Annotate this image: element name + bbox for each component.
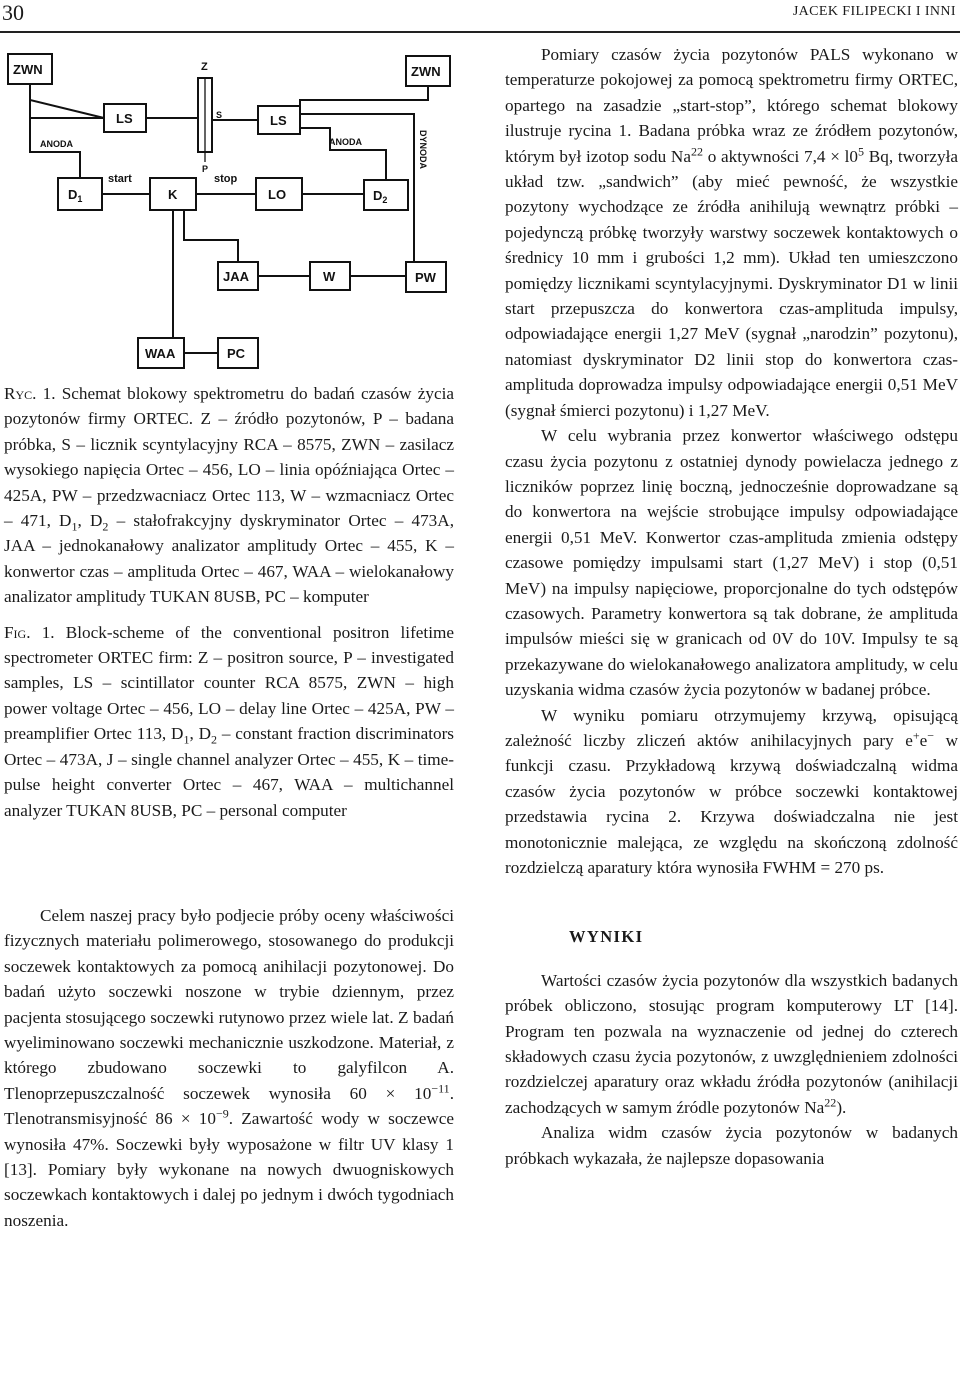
body-text: e [919, 730, 928, 750]
w-label: W [323, 269, 336, 284]
pw-label: PW [415, 270, 436, 285]
body-text: Pomiary czasów życia pozytonów PALS wykonano w temperaturze pokojowej za pomocą spektrometru firmy ORTEC, opartego na zasadzie „start-stop”, którego schemat blokowy ilustruje rycina 1. Badana próbka wraz ze źródłem pozytonów, którym był izotop sodu Na [505, 45, 958, 166]
p-label: P [202, 164, 209, 174]
body-sup: −11 [431, 1081, 450, 1096]
caption-pl-sub: 1 [71, 519, 78, 534]
body-sup: −9 [215, 1106, 229, 1121]
dynoda-label: DYNODA [418, 130, 428, 170]
caption-label-pl: Ryc. 1. [4, 384, 56, 403]
caption-en-text: , D [189, 724, 212, 744]
body-paragraph [505, 968, 958, 1120]
body-text: o aktywności 7,4 × l0 [703, 146, 859, 166]
page-number: 30 [2, 0, 24, 25]
anoda-right-label: ANODA [329, 137, 362, 147]
body-text: Wartości czasów życia pozytonów dla wszystkich badanych próbek obliczono, stosując program komputerowy LT [14]. Program ten pozwala na wyznaczenie od jednej do czterech składowych czasu życia pozytonów, z uwzględnieniem zdolności rozdzielczej aparatury oraz wkładu źródła pozytonów (anihilacji zachodzących w samym źródle pozytonów Na [505, 970, 958, 1117]
running-head: JACEK FILIPECKI I INNI [792, 4, 956, 19]
body-paragraph [4, 903, 454, 1233]
body-text: . Tlenotransmisyjność 86 × 10 [4, 1083, 454, 1129]
body-sup: + [912, 728, 920, 743]
d2-label: $D_2$ [373, 188, 388, 205]
left-column [4, 381, 454, 1233]
caption-pl-text: – stałofrakcyjny dyskryminator Ortec – 473A, JAA – jednokanałowy analizator amplitudy Ortec – 455, K – konwertor czas – amplituda Ortec – 467, WAA – wielokanałowy analizator amplitudy TUKAN 8USB, PC – komputer [4, 511, 454, 607]
body-text: w funkcji czasu. Przykładową krzywą doświadczalną widma czasów życia pozytonów w próbce soczewki kontaktowej przedstawia rycina 2. Krzywa doświadczalna nie jest monotonicznie malejąca, ze względu na skończoną zdolność rozdzielczą aparatury która wynosiła FWHM = 270 ps. [505, 730, 958, 877]
zwn-left-label: ZWN [13, 62, 43, 77]
body-sup: − [927, 728, 935, 743]
k-label: K [168, 187, 178, 202]
zwn-right-label: ZWN [411, 64, 441, 79]
caption-en-sub: 1 [183, 732, 190, 747]
jaa-label: JAA [223, 269, 250, 284]
lo-label: LO [268, 187, 287, 202]
body-text: . Zawartość wody w soczewce wynosiła 47%. Soczewki były wyposażone w filtr UV klasy 1 [13]. Pomiary były wykonane na nowych dwuogniskowych soczewkach kontaktowych i dalej po jednym i dwóch tygodniach noszenia. [4, 1109, 454, 1230]
body-paragraph: W celu wybrania przez konwertor właściwego odstępu czasu życia pozytonu z ostatniej dynody powielacza jednego z liczników poprzez linię boczną, jednocześnie doprowadzane są do konwertora na wejście strobujące impulsy odpowiadające energii 0,51 MeV. Konwertor czas-amplituda zmienia odstępy czasowe pomiędzy impulsami start (1,27 MeV) i stop (0,51 MeV) na impulsy napięciowe, proporcjonalne do tych odstępów czasowych. Parametry konwertora są tak dobrane, że amplituda impulsów mieści się w granicach od 0V do 10V. Impulsy te są przekazywane do wielokanałowego analizatora amplitudy, w celu uzyskania widma czasów życia pozytonów w badanej próbce. [505, 426, 958, 700]
stop-label: stop [214, 173, 238, 185]
body-paragraph [505, 42, 958, 423]
section-heading: WYNIKI [569, 927, 644, 947]
body-paragraph [505, 703, 958, 881]
caption-en-text: – constant fraction discriminators Ortec – 473A, J – single channel analyzer Ortec – 455, K – time-pulse height converter Ortec – 467, WAA – multichannel analyzer TUKAN 8USB, PC – personal computer [4, 724, 454, 820]
caption-pl-text: , D [77, 511, 103, 531]
start-label: start [108, 173, 132, 185]
header-rule [0, 31, 960, 33]
pc-label: PC [227, 346, 246, 361]
body-sup: 22 [690, 143, 703, 158]
body-text: Bq, tworzyła układ tzw. „sandwich” (aby mieć pewność, że wszystkie pozytony wychodzące ze źródła anihilują wewnątrz próbki – pojedynczą próbkę tworzyły warstwy soczewek kontaktowych o średnicy 10 mm i grubości 1,2 mm). Układ ten umieszczono pomiędzy licznikami scyntylacyjnymi. Dyskryminator D1 w linii start przepuszcza do konwertora czas-amplituda impulsy, odpowiadające energii 1,27 MeV (sygnał „narodzin” pozytonu), natomiast dyskryminator D2 linii stop do konwertora czas-amplituda doprowadza impulsy odpowiadające energii 0,51 MeV (sygnał śmierci pozytonu) i 1,27 MeV. [505, 146, 958, 420]
body-text: Celem naszej pracy było podjecie próby oceny właściwości fizycznych materiału polimerowego, stosowanego do produkcji soczewek kontaktowych za pomocą anihilacji pozytonowej. Do badań użyto soczewki noszone w trybie dziennym, przez pacjenta stosującego soczewki rutynowo przez wiele lat. Z badań wyeliminowano soczewki mechanicznie uszkodzone. Materiał, z którego zbudowano soczewki to galyfilcon A. Tlenoprzepuszczalność soczewek wynosiła 60 × 10 [4, 905, 454, 1103]
caption-label-en: Fig. 1. [4, 622, 55, 642]
caption-pl-text: Schemat blokowy spektrometru do badań czasów życia pozytonów firmy ORTEC. Z – źródło pozytonów, P – badana próbka, S – licznik scyntylacyjny RCA – 8575, ZWN – zasilacz wysokiego napięcia Ortec – 456, LO – linia opóźniająca Ortec – 425A, PW – przedzwacniacz Ortec 113, W – wzmacniacz Ortec – 471, D [4, 384, 455, 531]
block-diagram [0, 40, 470, 380]
s-label: S [216, 110, 223, 120]
body-sup: 22 [824, 1095, 837, 1110]
waa-label: WAA [145, 346, 176, 361]
caption-pl-sub: 2 [102, 519, 109, 534]
body-text: W wyniku pomiaru otrzymujemy krzywą, opisującą zależność liczby zliczeń aktów anihilacyjnych pary e [505, 705, 958, 750]
ls-right-label: LS [270, 113, 287, 128]
caption-en-sub: 2 [211, 732, 218, 747]
ls-left-label: LS [116, 111, 133, 126]
right-column [505, 42, 958, 1171]
body-text: ). [836, 1097, 847, 1117]
body-sup: 5 [858, 143, 865, 158]
figure-caption-english [4, 620, 454, 823]
caption-en-text: Block-scheme of the conventional positron lifetime spectrometer ORTEC firm: Z – positron source, P – investigated samples, LS – scintillator counter RCA 8575, ZWN – high power voltage Ortec – 456, LO – delay line Ortec – 425A, PW – preamplifier Ortec 113, D [4, 622, 454, 744]
anoda-left-label: ANODA [40, 139, 73, 149]
z-label: Z [201, 61, 208, 73]
figure-caption-polish [4, 381, 454, 610]
d1-label: $D_1$ [68, 187, 83, 204]
body-paragraph: Analiza widm czasów życia pozytonów w badanych próbkach wykazała, że najlepsze dopasowania [505, 1123, 958, 1168]
